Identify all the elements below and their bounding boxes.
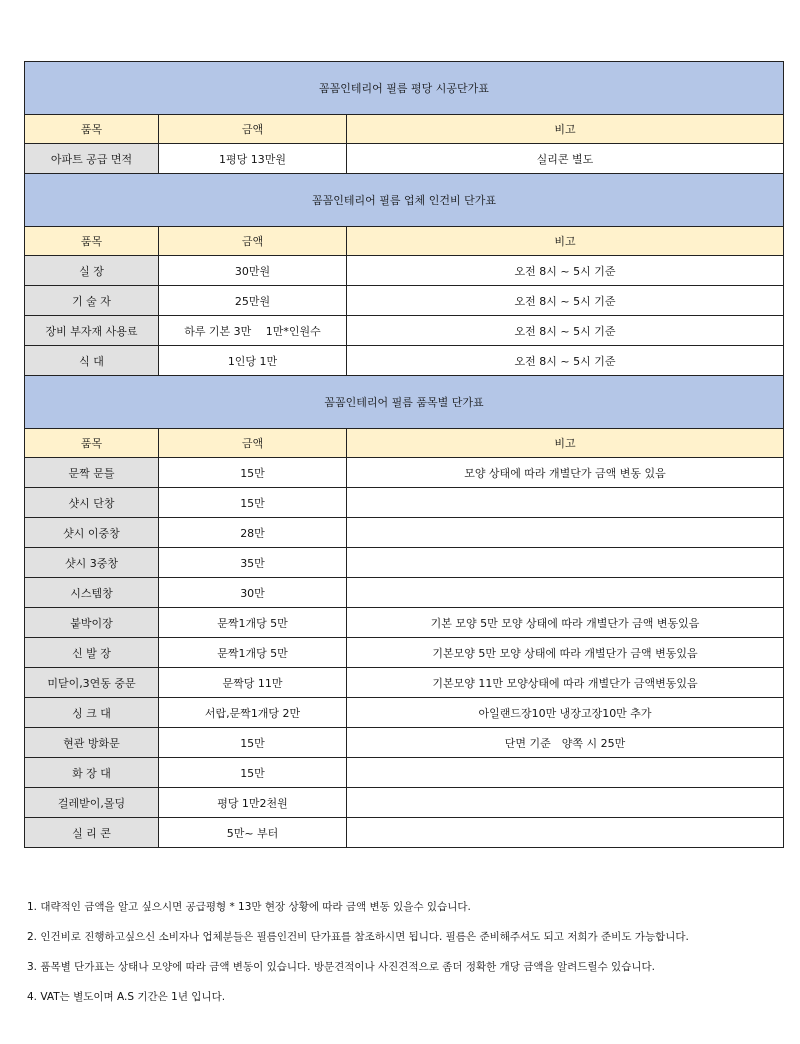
section-title: 꼼꼼인테리어 필름 평당 시공단가표	[25, 62, 784, 115]
cell-remarks	[347, 818, 784, 848]
notes-section	[27, 900, 787, 1020]
header-row	[25, 115, 784, 144]
cell-remarks: 오전 8시 ~ 5시 기준	[347, 346, 784, 376]
table-row	[25, 758, 784, 788]
cell-price: 1인당 1만	[159, 346, 347, 376]
header-price: 금액	[159, 115, 347, 144]
header-remarks: 비고	[347, 227, 784, 256]
cell-item: 걸레받이,몰딩	[25, 788, 159, 818]
cell-price: 30만원	[159, 256, 347, 286]
cell-price: 15만	[159, 458, 347, 488]
table-row	[25, 638, 784, 668]
section-title-row	[25, 376, 784, 429]
table-row	[25, 316, 784, 346]
cell-remarks	[347, 548, 784, 578]
table-row	[25, 346, 784, 376]
cell-item: 식 대	[25, 346, 159, 376]
cell-price: 15만	[159, 488, 347, 518]
table-row	[25, 608, 784, 638]
cell-price: 28만	[159, 518, 347, 548]
cell-remarks: 기본모양 5만 모양 상태에 따라 개별단가 금액 변동있음	[347, 638, 784, 668]
table-row	[25, 518, 784, 548]
note-4: 4. VAT는 별도이며 A.S 기간은 1년 입니다.	[27, 991, 226, 1003]
price-table	[24, 61, 784, 848]
table-row	[25, 286, 784, 316]
cell-item: 화 장 대	[25, 758, 159, 788]
table-row	[25, 458, 784, 488]
cell-item: 샷시 단창	[25, 488, 159, 518]
header-row	[25, 429, 784, 458]
cell-remarks	[347, 788, 784, 818]
cell-price: 문짝1개당 5만	[159, 608, 347, 638]
note-3: 3. 품목별 단가표는 상태나 모양에 따라 금액 변동이 있습니다. 방문견적이나 사진견적으로 좀더 정확한 개당 금액을 알려드릴수 있습니다.	[27, 961, 655, 973]
price-sheet	[24, 61, 783, 848]
header-row	[25, 227, 784, 256]
cell-remarks: 기본 모양 5만 모양 상태에 따라 개별단가 금액 변동있음	[347, 608, 784, 638]
section-title: 꼼꼼인테리어 필름 업체 인건비 단가표	[25, 174, 784, 227]
cell-remarks: 모양 상태에 따라 개별단가 금액 변동 있음	[347, 458, 784, 488]
header-item: 품목	[25, 227, 159, 256]
header-item: 품목	[25, 429, 159, 458]
header-remarks: 비고	[347, 115, 784, 144]
section-title-row	[25, 62, 784, 115]
table-row	[25, 788, 784, 818]
cell-item: 실 장	[25, 256, 159, 286]
cell-item: 샷시 3중창	[25, 548, 159, 578]
cell-price: 평당 1만2천원	[159, 788, 347, 818]
cell-remarks: 오전 8시 ~ 5시 기준	[347, 286, 784, 316]
cell-price: 35만	[159, 548, 347, 578]
cell-remarks: 오전 8시 ~ 5시 기준	[347, 256, 784, 286]
cell-price: 5만~ 부터	[159, 818, 347, 848]
table-row	[25, 256, 784, 286]
cell-price: 15만	[159, 728, 347, 758]
cell-item: 신 발 장	[25, 638, 159, 668]
cell-price: 15만	[159, 758, 347, 788]
cell-item: 현관 방화문	[25, 728, 159, 758]
table-row	[25, 144, 784, 174]
cell-remarks	[347, 518, 784, 548]
header-price: 금액	[159, 227, 347, 256]
cell-item: 아파트 공급 면적	[25, 144, 159, 174]
table-row	[25, 488, 784, 518]
cell-item: 미닫이,3연동 중문	[25, 668, 159, 698]
header-item: 품목	[25, 115, 159, 144]
table-row	[25, 578, 784, 608]
cell-remarks: 기본모양 11만 모양상태에 따라 개별단가 금액변동있음	[347, 668, 784, 698]
cell-remarks: 오전 8시 ~ 5시 기준	[347, 316, 784, 346]
note-1: 1. 대략적인 금액을 알고 싶으시면 공급평형 * 13만 현장 상황에 따라 금액 변동 있을수 있습니다.	[27, 901, 471, 913]
header-price: 금액	[159, 429, 347, 458]
cell-price: 30만	[159, 578, 347, 608]
header-remarks: 비고	[347, 429, 784, 458]
table-row	[25, 698, 784, 728]
cell-price: 하루 기본 3만 1만*인원수	[159, 316, 347, 346]
table-row	[25, 728, 784, 758]
cell-item: 장비 부자재 사용료	[25, 316, 159, 346]
cell-remarks	[347, 488, 784, 518]
table-row	[25, 668, 784, 698]
cell-remarks: 실리콘 별도	[347, 144, 784, 174]
cell-item: 붙박이장	[25, 608, 159, 638]
cell-item: 문짝 문틀	[25, 458, 159, 488]
cell-item: 기 술 자	[25, 286, 159, 316]
table-row	[25, 548, 784, 578]
cell-item: 샷시 이중창	[25, 518, 159, 548]
cell-remarks	[347, 758, 784, 788]
cell-remarks: 아일랜드장10만 냉장고장10만 추가	[347, 698, 784, 728]
cell-item: 실 리 콘	[25, 818, 159, 848]
table-row	[25, 818, 784, 848]
cell-item: 시스템창	[25, 578, 159, 608]
cell-price: 서랍,문짝1개당 2만	[159, 698, 347, 728]
cell-price: 문짝당 11만	[159, 668, 347, 698]
cell-price: 1평당 13만원	[159, 144, 347, 174]
section-title-row	[25, 174, 784, 227]
cell-price: 문짝1개당 5만	[159, 638, 347, 668]
note-2: 2. 인건비로 진행하고싶으신 소비자나 업체분들은 필름인건비 단가표를 참조하시면 됩니다. 필름은 준비해주셔도 되고 저희가 준비도 가능합니다.	[27, 931, 689, 943]
cell-price: 25만원	[159, 286, 347, 316]
section-title: 꼼꼼인테리어 필름 품목별 단가표	[25, 376, 784, 429]
cell-remarks	[347, 578, 784, 608]
cell-remarks: 단면 기준 양쪽 시 25만	[347, 728, 784, 758]
cell-item: 싱 크 대	[25, 698, 159, 728]
